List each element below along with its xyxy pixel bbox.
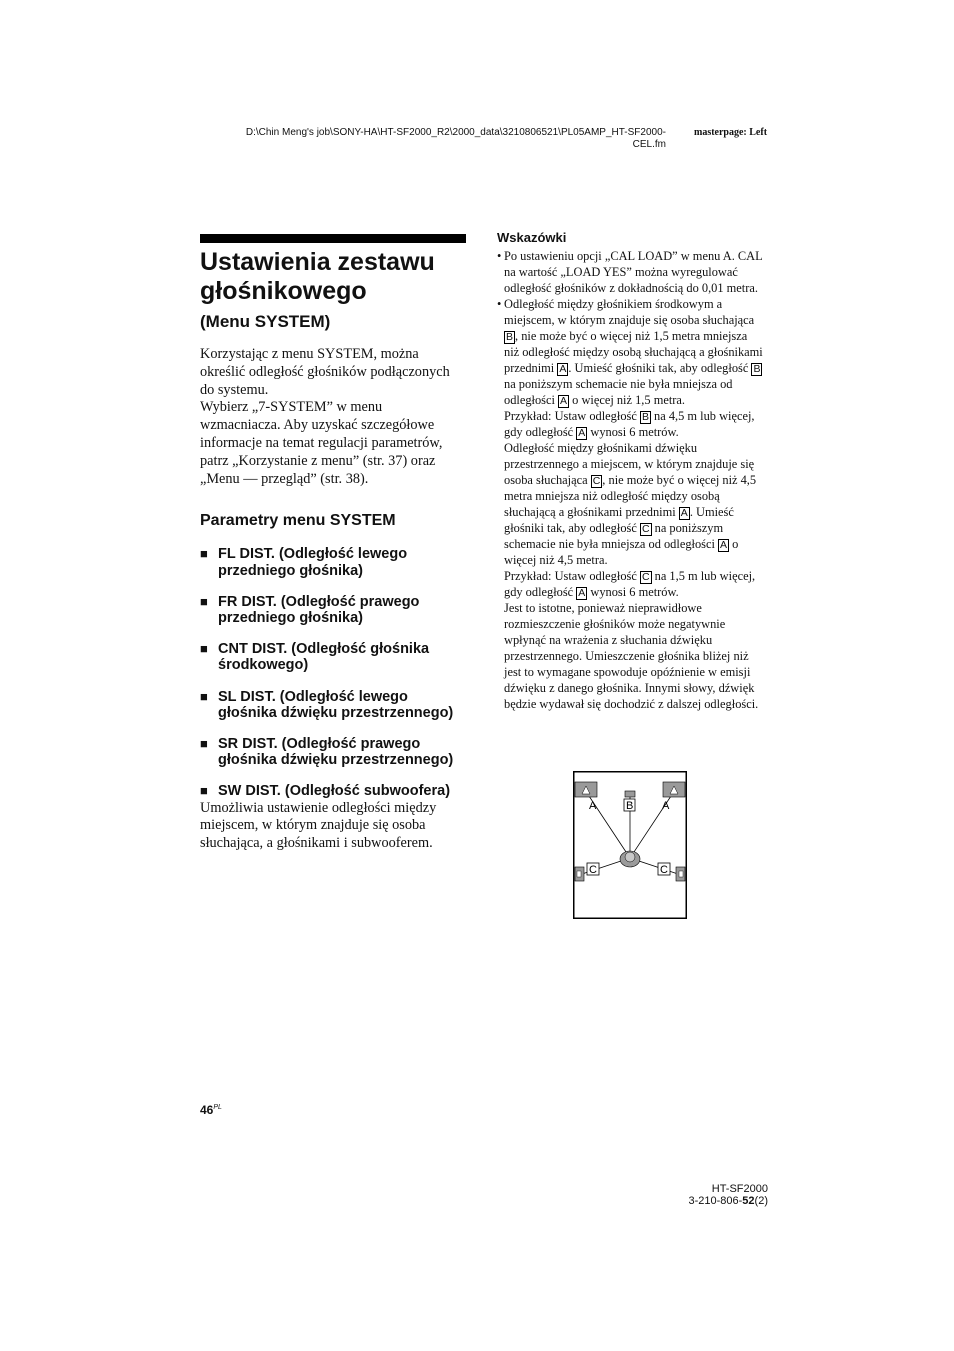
- tip-2: [497, 296, 763, 712]
- footer-code: [660, 1195, 768, 1207]
- text-run: Odległość między głośnikami dźwięku przestrzennego a miejscem, w którym znajduje się osoba słuchająca: [504, 441, 755, 487]
- param-label: SR DIST. (Odległość prawego głośnika dźwięku przestrzennego): [218, 736, 454, 769]
- param-sr-dist: [200, 736, 466, 768]
- diagram-label-b: B: [626, 800, 634, 812]
- text-run: na poniższym schemacie nie była mniejsza od odległości: [504, 521, 724, 551]
- diagram-label-c-left: C: [589, 864, 597, 876]
- letter-box-a: A: [578, 427, 586, 439]
- text-run: . Umieść głośniki tak, aby odległość: [568, 361, 752, 375]
- text-run: wynosi 6 metrów.: [587, 425, 679, 439]
- diagram-label-a-left: A: [589, 800, 597, 812]
- text-run: . Umieść głośniki tak, aby odległość: [504, 505, 734, 535]
- param-cnt-dist: [200, 641, 466, 673]
- page-number: [200, 1103, 222, 1117]
- diagram-label-c-right: C: [660, 864, 668, 876]
- tip-2-explanation: Jest to istotne, ponieważ nieprawidłowe rozmieszczenie głośników może negatywnie wpłynąć na wrażenia z słuchania dźwięku przestrzennego. Umieszczenie głośnika bliżej niż jest to wymagane spowoduje opóźnienie w emisji dźwięku z danego głośnika. Innymi słowy, dźwięk będzie wydawał się dochodzić z dalszej odległości.: [504, 601, 759, 711]
- masterpage-label: masterpage: Left: [694, 127, 768, 138]
- tip-1: [497, 248, 763, 296]
- text-run: na 4,5 m lub więcej, gdy odległość: [504, 409, 755, 439]
- text-run: o więcej niż 1,5 metra.: [569, 393, 685, 407]
- front-right-speaker-icon: [663, 782, 685, 797]
- speaker-placement-diagram: [573, 771, 687, 919]
- footer-model: HT-SF2000: [711, 1183, 768, 1195]
- page-title: [200, 248, 466, 306]
- page-number-value: 46: [200, 1103, 214, 1117]
- letter-box-b: B: [506, 331, 514, 343]
- square-bullet-icon: ■: [200, 546, 208, 562]
- letter-box-b: B: [641, 411, 649, 423]
- listener-icon: [620, 851, 640, 867]
- text-run: wynosi 6 metrów.: [587, 585, 679, 599]
- intro-text: [200, 346, 466, 488]
- intro-paragraph-2: Wybierz „7-SYSTEM” w menu wzmacniacza. Aby uzyskać szczegółowe informacje na temat regulacji parametrów, patrz „Korzystanie z menu” (str. 37) oraz „Menu — przegląd” (str. 38).: [200, 399, 443, 487]
- center-speaker-icon: [625, 791, 635, 797]
- square-bullet-icon: ■: [200, 593, 208, 609]
- square-bullet-icon: ■: [200, 783, 208, 799]
- section-heading: Parametry menu SYSTEM: [200, 512, 396, 530]
- letter-box-a: A: [720, 539, 728, 551]
- bullet-icon: •: [497, 249, 502, 263]
- sw-dist-description: Umożliwia ustawienie odległości między miejscem, w którym znajduje się osoba słuchająca, a głośnikami i subwooferem.: [200, 799, 437, 852]
- model-footer: [660, 1183, 768, 1207]
- footer-code-bold: 52: [742, 1195, 755, 1207]
- footer-code-prefix: 3-210-806-: [688, 1195, 743, 1207]
- text-run: o więcej niż 4,5 metra.: [504, 537, 739, 567]
- text-run: Odległość między głośnikiem środkowym a miejscem, w którym znajduje się osoba słuchająca: [504, 297, 755, 327]
- bullet-icon: •: [497, 297, 502, 311]
- title-bar: [200, 234, 466, 243]
- tip-2-surround-rule: [504, 440, 763, 568]
- surround-right-speaker-icon: [676, 867, 685, 881]
- square-bullet-icon: ■: [200, 736, 208, 751]
- letter-box-b: B: [753, 363, 761, 375]
- param-fl-dist: [200, 546, 466, 578]
- param-sl-dist: [200, 689, 466, 721]
- param-label: SW DIST. (Odległość subwoofera): [218, 783, 451, 800]
- page-title-line-2: głośnikowego: [200, 277, 367, 305]
- param-sw-dist: [200, 783, 466, 799]
- page-language-code: PL: [213, 1104, 222, 1111]
- tip-2-center-rule: [504, 296, 763, 408]
- page-subtitle: (Menu SYSTEM): [200, 312, 331, 331]
- surround-left-speaker-icon: [575, 867, 584, 881]
- intro-paragraph-1: Korzystając z menu SYSTEM, można określić odległość głośników podłączonych do systemu.: [200, 346, 450, 398]
- text-run: na poniższym schemacie nie była mniejsza od odległości: [504, 377, 733, 407]
- tips-heading: Wskazówki: [497, 230, 567, 245]
- letter-box-c: C: [641, 523, 650, 535]
- letter-box-a: A: [680, 507, 688, 519]
- letter-box-a: A: [559, 363, 567, 375]
- letter-box-a: A: [560, 395, 568, 407]
- right-column: [497, 230, 763, 712]
- footer-code-suffix: (2): [754, 1195, 768, 1207]
- front-left-speaker-icon: [575, 782, 597, 797]
- text-run: , nie może być o więcej niż 1,5 metra mniejsza niż odległość między osobą słuchającą a głośnikami przednimi: [504, 329, 763, 375]
- letter-box-c: C: [592, 475, 601, 487]
- diagram-label-a-right: A: [662, 800, 670, 812]
- param-fr-dist: [200, 594, 466, 626]
- param-label: FR DIST. (Odległość prawego przedniego głośnika): [218, 593, 420, 626]
- tip-2-example-1: [504, 408, 763, 440]
- param-label: FL DIST. (Odległość lewego przedniego głośnika): [218, 546, 408, 579]
- tip-1-text: Po ustawieniu opcji „CAL LOAD” w menu A. CAL na wartość „LOAD YES” można wyregulować odległość głośników z dokładnością do 0,01 metra.: [504, 249, 763, 295]
- tip-2-example-2: [504, 568, 763, 600]
- letter-box-c: C: [641, 571, 650, 583]
- text-run: , nie może być o więcej niż 4,5 metra mniejsza niż odległość między osobą słuchającą a głośnikami przednimi: [504, 473, 757, 519]
- file-path-header: [196, 127, 666, 151]
- text-run: na 1,5 m lub więcej, gdy odległość: [504, 569, 756, 599]
- file-path-line-2: CEL.fm: [632, 139, 666, 150]
- text-run: Przykład: Ustaw odległość: [504, 569, 640, 583]
- square-bullet-icon: ■: [200, 688, 208, 704]
- letter-box-a: A: [578, 587, 586, 599]
- file-path-line-1: D:\Chin Meng's job\SONY-HA\HT-SF2000_R2\2000_data\3210806521\PL05AMP_HT-SF2000-: [245, 127, 666, 138]
- left-column: [200, 234, 466, 853]
- square-bullet-icon: ■: [200, 641, 208, 657]
- param-label: SL DIST. (Odległość lewego głośnika dźwięku przestrzennego): [218, 688, 454, 721]
- param-label: CNT DIST. (Odległość głośnika środkowego): [218, 641, 430, 674]
- page-title-line-1: Ustawienia zestawu: [200, 248, 435, 276]
- text-run: Przykład: Ustaw odległość: [504, 409, 640, 423]
- tip-2-text: [504, 296, 763, 712]
